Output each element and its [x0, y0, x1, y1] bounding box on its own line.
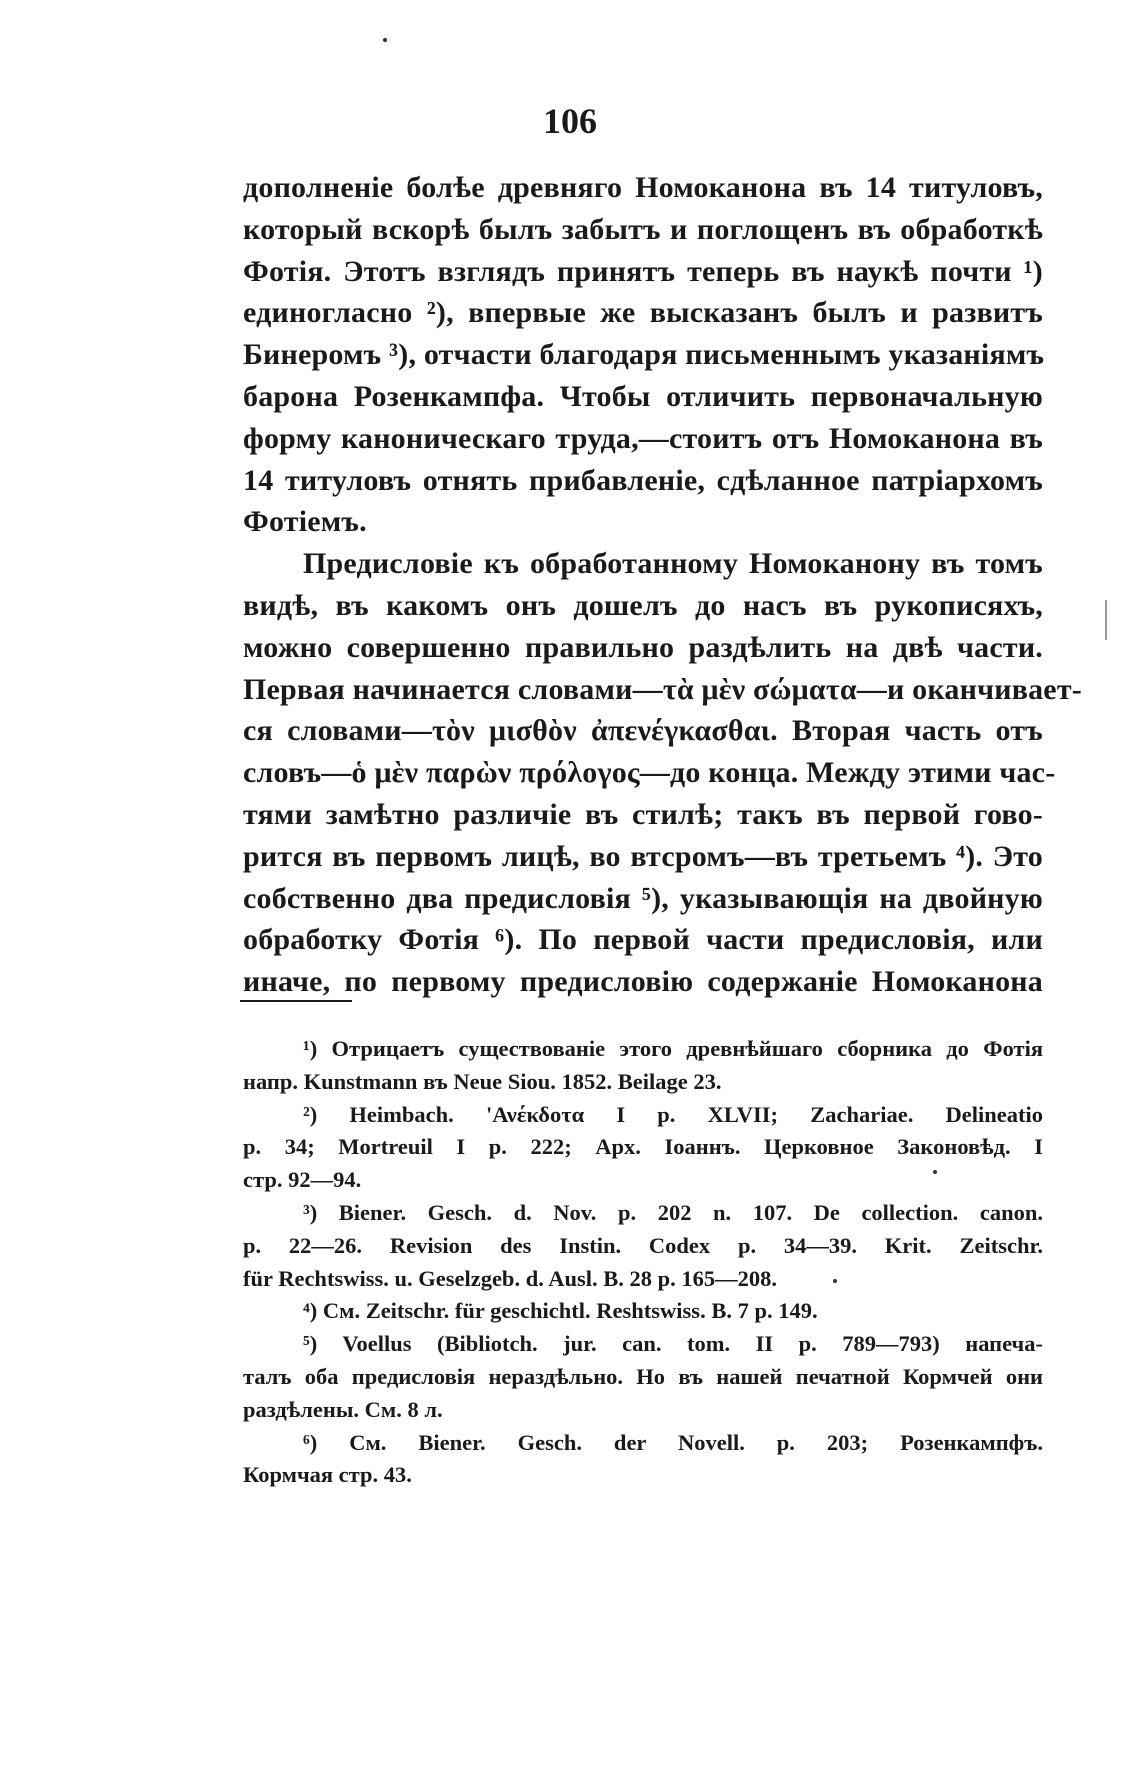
footnote-line: стр. 92—94. [243, 1167, 362, 1193]
text-line: барона Розенкампфа. Чтобы отличить первоначальную [243, 379, 1043, 413]
text-line: рится въ первомъ лицѣ, во втсромъ—въ третьемъ ⁴). Это [243, 839, 1043, 873]
text-line: можно совершенно правильно раздѣлить на двѣ части. [243, 630, 1043, 664]
footnotes [243, 1033, 1043, 1492]
text-line: Первая начинается словами—τὰ μὲν σώματα—и оканчивает- [243, 672, 1082, 706]
text-line: Фотіемъ. [243, 505, 367, 539]
text-line: видѣ, въ какомъ онъ дошелъ до насъ въ рукописяхъ, [243, 588, 1043, 622]
text-line: собственно два предисловія ⁵), указывающія на двойную [243, 881, 1043, 915]
text-line: Бинеромъ ³), отчасти благодаря письменнымъ указаніямъ [243, 338, 1045, 372]
footnote-line: für Rechtswiss. u. Geselzgeb. d. Ausl. B. 28 p. 165—208. [243, 1265, 778, 1291]
text-line: который вскорѣ былъ забытъ и поглощенъ въ обработкѣ [243, 212, 1043, 246]
text-line: ся словами—τὸν μισθὸν ἀπενέγκασθαι. Вторая часть отъ [243, 714, 1043, 748]
footnote-line: талъ оба предисловія нераздѣльно. Но въ нашей печатной Кормчей они [243, 1363, 1043, 1389]
print-speck [383, 38, 387, 42]
footnote-line: ⁵) Voellus (Bibliotch. jur. can. tom. II p. 789—793) напеча- [303, 1331, 1043, 1357]
footnote-line: ⁴) См. Zeitschr. für geschichtl. Reshtswiss. B. 7 p. 149. [303, 1298, 818, 1324]
text-line: Фотія. Этотъ взглядъ принятъ теперь въ наукѣ почти ¹) [243, 254, 1043, 288]
main-text [243, 167, 1082, 1003]
text-line: тями замѣтно различіе въ стилѣ; такъ въ первой гово- [243, 797, 1043, 831]
text-line: дополненіе болѣе древняго Номоканона въ 14 титуловъ, [243, 171, 1043, 204]
footnote-line: p. 34; Mortreuil I p. 222; Арх. Іоаннъ. Церковное Законовѣд. I [243, 1134, 1043, 1160]
text-line: единогласно ²), впервые же высказанъ былъ и развитъ [243, 296, 1043, 330]
footnote-line: p. 22—26. Revision des Instin. Codex p. 34—39. Krit. Zeitschr. [243, 1232, 1043, 1258]
footnote-line: ⁶) См. Biener. Gesch. der Novell. p. 203; Розенкампфъ. [303, 1429, 1043, 1455]
text-line: иначе, по первому предисловію содержаніе Номоканона [243, 965, 1043, 999]
text-line: Предисловіе къ обработанному Номоканону въ томъ [303, 547, 1043, 581]
page-edge-mark [1105, 600, 1107, 640]
page-number: 106 [543, 101, 597, 141]
text-line: 14 титуловъ отнять прибавленіе, сдѣланное патріархомъ [243, 463, 1043, 497]
text-line: словъ—ὁ μὲν παρὼν πρόλογος—до конца. Между этими час- [243, 756, 1056, 790]
footnote-line: ²) Heimbach. 'Ανέκδοτα I p. XLVII; Zachariae. Delineatio [303, 1101, 1043, 1127]
footnote-separator [240, 1000, 352, 1002]
footnote-line: Кормчая стр. 43. [243, 1462, 412, 1488]
text-line: обработку Фотія ⁶). По первой части предисловія, или [243, 923, 1043, 957]
footnote-line: ³) Biener. Gesch. d. Nov. p. 202 n. 107. De collection. canon. [303, 1199, 1043, 1225]
footnote-line: ¹) Отрицаетъ существованіе этого древнѣйшаго сборника до Фотія [303, 1036, 1043, 1061]
print-speck [833, 1279, 837, 1283]
footnote-line: раздѣлены. См. 8 л. [243, 1396, 443, 1422]
footnote-line: напр. Kunstmann въ Neue Siou. 1852. Beilage 23. [243, 1068, 722, 1094]
text-line: форму каноническаго труда,—стоитъ отъ Номоканона въ [243, 421, 1043, 455]
print-speck [933, 1170, 937, 1174]
